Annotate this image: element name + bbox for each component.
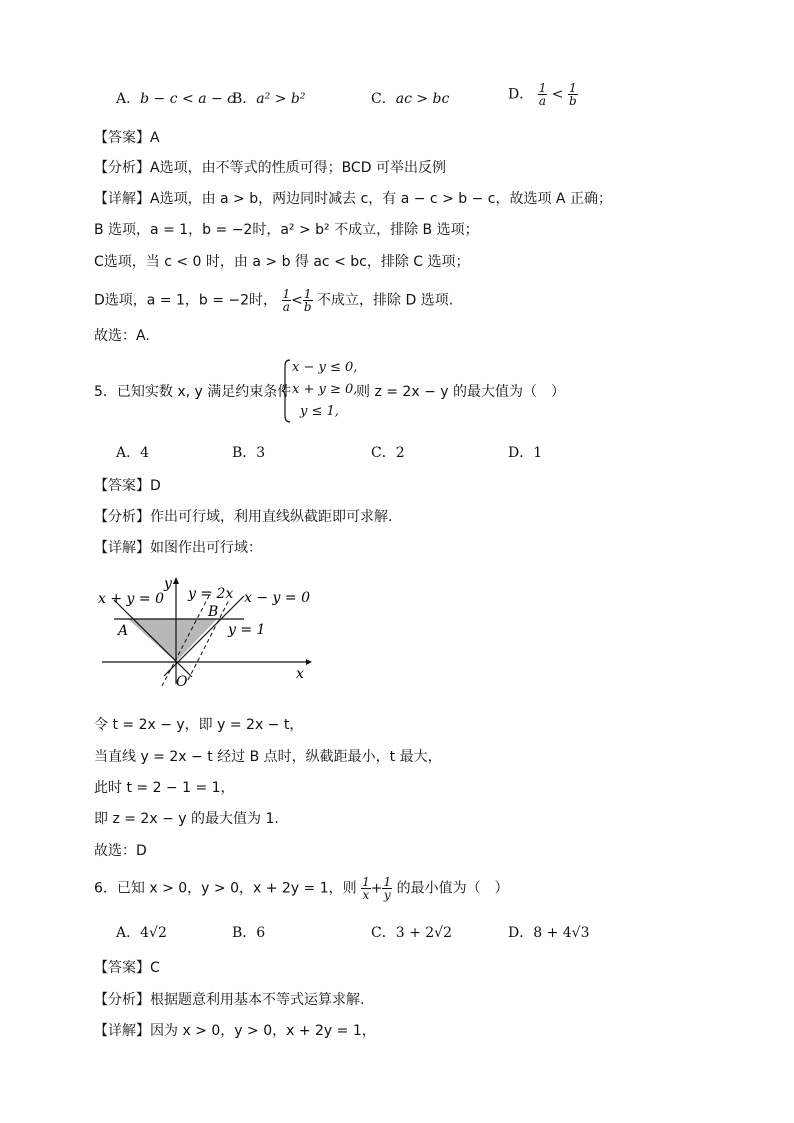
left-brace-icon xyxy=(282,358,292,424)
q4-conclusion: 故选：A. xyxy=(94,328,150,344)
q6-answer: 【答案】C xyxy=(94,960,160,976)
q5-step-1: 令 t = 2x − y，即 y = 2x − t， xyxy=(94,717,304,733)
q5-conclusion: 故选：D xyxy=(94,843,147,859)
label-y-2x: y = 2x xyxy=(188,586,234,602)
q4-option-b: B．a² > b² xyxy=(232,91,306,107)
label-point-b: B xyxy=(208,604,219,620)
q4-option-d: D． $\frac{1}{a}$ < $\frac{1}{b}$ xyxy=(508,81,577,108)
feasible-region-graph xyxy=(94,572,324,692)
fraction-1-over-y: $\frac{1}{y}$ xyxy=(383,875,392,902)
q6-detail-1: 【详解】因为 x > 0，y > 0，x + 2y = 1， xyxy=(94,1023,376,1039)
q4-analysis: 【分析】A选项，由不等式的性质可得；BCD 可举出反例 xyxy=(94,160,446,176)
q4-detail-3: C选项，当 c < 0 时，由 a > b 得 ac < bc，排除 C 选项； xyxy=(94,254,470,270)
x-axis-arrow-icon xyxy=(306,659,312,665)
q6-stem: 6．已知 x > 0，y > 0，x + 2y = 1，则 $\frac{1}{x}$ + $\frac{1}{y}$ 的最小值为（ ） xyxy=(94,875,509,902)
q5-options xyxy=(116,442,716,466)
fraction-1-over-b: $\frac{1}{b}$ xyxy=(303,287,312,314)
label-y-axis: y xyxy=(164,576,172,592)
label-origin: O xyxy=(176,674,188,690)
q4-detail-4: D选项，a = 1，b = −2时， $\frac{1}{a}$ < $\frac{1}{b}$ 不成立，排除 D 选项. xyxy=(94,287,454,314)
constraint-3: y ≤ 1, xyxy=(300,404,339,419)
fraction-1-over-a: $\frac{1}{a}$ xyxy=(538,81,547,108)
q6-option-d: D．8 + 4√3 xyxy=(508,925,590,941)
q5-stem-prefix: 5．已知实数 x, y 满足约束条件 xyxy=(94,384,292,400)
q5-option-b: B．3 xyxy=(232,445,266,461)
label-point-a: A xyxy=(118,623,129,639)
q5-analysis: 【分析】作出可行域，利用直线纵截距即可求解. xyxy=(94,509,393,525)
fraction-1-over-x: $\frac{1}{x}$ xyxy=(362,875,370,902)
q6-option-b: B．6 xyxy=(232,925,266,941)
shaded-region-right xyxy=(176,619,217,662)
q4-options xyxy=(116,81,716,112)
label-x-axis: x xyxy=(296,666,304,682)
q5-detail-intro: 【详解】如图作出可行域： xyxy=(94,540,262,556)
constraint-2: x + y ≥ 0, xyxy=(292,382,358,397)
y-axis-arrow-icon xyxy=(173,577,179,584)
q5-option-c: C．2 xyxy=(371,445,405,461)
q6-option-a: A．4√2 xyxy=(116,925,167,941)
q4-option-a: A．b − c < a − c xyxy=(116,91,236,107)
q5-option-a: A．4 xyxy=(116,445,150,461)
fraction-1-over-a: $\frac{1}{a}$ xyxy=(282,287,291,314)
q4-detail-2: B 选项，a = 1，b = −2时，a² > b² 不成立，排除 B 选项； xyxy=(94,222,479,238)
q5-stem-suffix: 则 z = 2x − y 的最大值为（ ） xyxy=(356,384,565,400)
q6-analysis: 【分析】根据题意利用基本不等式运算求解. xyxy=(94,992,365,1008)
q4-option-c: C．ac > bc xyxy=(371,91,450,107)
q5-step-2: 当直线 y = 2x − t 经过 B 点时，纵截距最小，t 最大， xyxy=(94,749,442,765)
label-y-1: y = 1 xyxy=(228,622,266,638)
q5-answer: 【答案】D xyxy=(94,478,161,494)
fraction-1-over-b: $\frac{1}{b}$ xyxy=(568,81,577,108)
q4-detail-1: 【详解】A选项，由 a > b，两边同时减去 c，有 a − c > b − c，故选项 A 正确； xyxy=(94,191,612,207)
q4-answer: 【答案】A xyxy=(94,130,160,146)
q5-option-d: D．1 xyxy=(508,445,543,461)
q5-step-3: 此时 t = 2 − 1 = 1， xyxy=(94,780,235,796)
q6-options xyxy=(116,922,716,946)
q6-option-c: C．3 + 2√2 xyxy=(371,925,452,941)
shaded-region-left xyxy=(128,619,176,662)
q5-step-4: 即 z = 2x − y 的最大值为 1. xyxy=(94,811,279,827)
label-x-minus-y: x − y = 0 xyxy=(244,590,310,606)
label-x-plus-y: x + y = 0 xyxy=(98,591,164,607)
constraint-1: x − y ≤ 0, xyxy=(292,360,358,375)
